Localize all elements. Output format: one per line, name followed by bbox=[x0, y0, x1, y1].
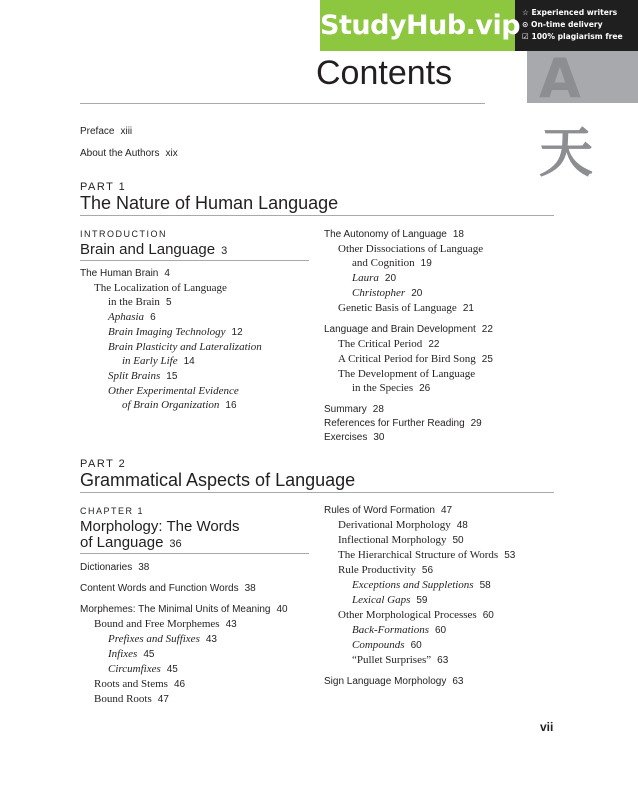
toc-entry[interactable] bbox=[80, 325, 315, 340]
toc-entry[interactable] bbox=[324, 675, 554, 689]
toc-entry[interactable] bbox=[324, 301, 554, 316]
toc-entry-page: 28 bbox=[372, 404, 384, 415]
toc-entry[interactable] bbox=[324, 323, 554, 337]
toc-entry-label: Back-Formations bbox=[352, 624, 429, 636]
part-2-chapter-label: CHAPTER 1 bbox=[80, 506, 145, 516]
banner-feature: ⊙ On-time delivery bbox=[522, 20, 603, 29]
toc-entry[interactable] bbox=[324, 367, 554, 381]
toc-entry[interactable] bbox=[324, 653, 554, 668]
toc-list-part-1-left bbox=[80, 267, 315, 413]
toc-entry-page: 47 bbox=[157, 694, 169, 705]
toc-entry-page: 26 bbox=[419, 383, 431, 394]
toc-entry-page: 19 bbox=[420, 258, 432, 269]
toc-entry[interactable] bbox=[80, 603, 320, 617]
toc-entry[interactable] bbox=[80, 662, 320, 677]
toc-entry-page: 45 bbox=[166, 664, 178, 675]
toc-list-part-1-right bbox=[324, 228, 554, 445]
toc-entry-label: Inflectional Morphology bbox=[338, 534, 447, 546]
toc-entry[interactable] bbox=[324, 431, 554, 445]
toc-entry-label: Summary bbox=[324, 404, 367, 415]
toc-entry-label: The Hierarchical Structure of Words bbox=[338, 549, 499, 561]
page-title: Contents bbox=[316, 54, 453, 92]
toc-entry[interactable] bbox=[324, 381, 554, 396]
part-2-label: PART 2 bbox=[80, 458, 127, 470]
toc-entry-label: Bound Roots bbox=[94, 693, 152, 705]
toc-spacer bbox=[324, 396, 554, 403]
toc-entry[interactable] bbox=[80, 582, 320, 596]
toc-entry-about-authors[interactable]: About the Authors xix bbox=[80, 148, 178, 159]
part-1-chapter-divider bbox=[80, 260, 309, 261]
toc-entry-page: 60 bbox=[482, 610, 494, 621]
toc-entry[interactable] bbox=[80, 384, 315, 398]
toc-entry[interactable] bbox=[324, 623, 554, 638]
toc-entry-label: Circumfixes bbox=[108, 663, 161, 675]
studyhub-logo[interactable]: StudyHub.vip bbox=[320, 0, 515, 51]
check-icon: ☑ bbox=[522, 32, 529, 41]
toc-entry-label: Aphasia bbox=[108, 311, 145, 323]
toc-entry-page: 20 bbox=[411, 288, 423, 299]
toc-entry[interactable] bbox=[324, 403, 554, 417]
toc-entry-page: 56 bbox=[421, 565, 434, 576]
toc-entry-label: Language and Brain Development bbox=[324, 324, 476, 335]
toc-entry-page: 59 bbox=[416, 595, 428, 606]
toc-entry-page: 38 bbox=[138, 562, 150, 573]
toc-entry-label: Laura bbox=[352, 272, 379, 284]
title-divider bbox=[80, 103, 485, 104]
toc-entry-label: Exercises bbox=[324, 432, 368, 443]
toc-entry[interactable] bbox=[80, 310, 315, 325]
toc-entry-label: Roots and Stems bbox=[94, 678, 168, 690]
toc-entry[interactable] bbox=[80, 692, 320, 707]
toc-entry-label: Lexical Gaps bbox=[352, 594, 411, 606]
toc-spacer bbox=[324, 316, 554, 323]
toc-entry[interactable] bbox=[324, 256, 554, 271]
toc-entry[interactable] bbox=[80, 354, 315, 369]
toc-entry[interactable] bbox=[324, 563, 554, 578]
toc-entry[interactable] bbox=[80, 647, 320, 662]
toc-entry[interactable] bbox=[324, 504, 554, 518]
toc-entry-preface[interactable]: Preface xiii bbox=[80, 126, 133, 137]
toc-entry-label: Content Words and Function Words bbox=[80, 583, 239, 594]
part-2-chapter-title[interactable]: Morphology: The Words of Language 36 bbox=[80, 518, 240, 551]
toc-entry[interactable] bbox=[324, 518, 554, 533]
part-2-divider bbox=[80, 492, 554, 493]
toc-list-part-2-left bbox=[80, 561, 320, 707]
star-icon: ☆ bbox=[522, 8, 529, 17]
toc-entry-page: 50 bbox=[452, 535, 464, 546]
toc-entry[interactable] bbox=[80, 281, 315, 295]
toc-entry-page: 43 bbox=[225, 619, 237, 630]
banner-feature-list bbox=[522, 7, 638, 43]
toc-entry-label: Prefixes and Suffixes bbox=[108, 633, 200, 645]
toc-entry-page: 20 bbox=[384, 273, 397, 284]
toc-entry-page: 43 bbox=[205, 634, 217, 645]
toc-entry-page: 25 bbox=[481, 354, 493, 365]
toc-entry-label: Exceptions and Suppletions bbox=[352, 579, 474, 591]
toc-entry-page: 18 bbox=[452, 229, 464, 240]
toc-entry[interactable] bbox=[80, 369, 315, 384]
toc-entry-label: Other Dissociations of Language bbox=[338, 243, 484, 255]
toc-entry-label: Morphemes: The Minimal Units of Meaning bbox=[80, 604, 271, 615]
toc-entry-label: in Early Life bbox=[122, 355, 178, 367]
toc-entry[interactable] bbox=[324, 271, 554, 286]
part-2-title: Grammatical Aspects of Language bbox=[80, 470, 356, 490]
toc-entry[interactable] bbox=[324, 578, 554, 593]
part-1-divider bbox=[80, 215, 554, 216]
toc-entry[interactable] bbox=[324, 337, 554, 352]
toc-entry[interactable] bbox=[324, 228, 554, 242]
clock-icon: ⊙ bbox=[522, 20, 529, 29]
toc-entry-label: Rule Productivity bbox=[338, 564, 416, 576]
toc-entry-page: 60 bbox=[434, 625, 447, 636]
toc-entry-label: The Localization of Language bbox=[94, 282, 227, 294]
decorative-glyph-block: A 天 bbox=[527, 51, 638, 103]
toc-entry-label: Other Experimental Evidence bbox=[108, 385, 239, 397]
toc-entry-page: 21 bbox=[462, 303, 474, 314]
toc-entry-label: Infixes bbox=[108, 648, 138, 660]
toc-list-part-2-right bbox=[324, 504, 554, 689]
toc-entry-page: 16 bbox=[225, 400, 237, 411]
toc-entry-label: Compounds bbox=[352, 639, 405, 651]
toc-entry-page: 45 bbox=[143, 649, 155, 660]
toc-entry-page: 5 bbox=[165, 297, 172, 308]
toc-entry-page: 63 bbox=[452, 676, 464, 687]
toc-entry-label: Derivational Morphology bbox=[338, 519, 451, 531]
toc-entry-page: 6 bbox=[150, 312, 156, 323]
part-1-title: The Nature of Human Language bbox=[80, 193, 339, 213]
toc-entry[interactable] bbox=[324, 533, 554, 548]
toc-entry-page: 48 bbox=[456, 520, 468, 531]
toc-entry[interactable] bbox=[324, 242, 554, 256]
toc-entry-page: 38 bbox=[244, 583, 256, 594]
part-1-label: PART 1 bbox=[80, 181, 127, 193]
toc-entry-label: Bound and Free Morphemes bbox=[94, 618, 220, 630]
toc-entry-page: 22 bbox=[428, 339, 440, 350]
toc-entry[interactable] bbox=[80, 617, 320, 632]
toc-entry[interactable] bbox=[324, 608, 554, 623]
toc-entry-page: 22 bbox=[481, 324, 493, 335]
part-1-chapter-label: INTRODUCTION bbox=[80, 229, 167, 239]
toc-entry-label: The Autonomy of Language bbox=[324, 229, 447, 240]
toc-spacer bbox=[80, 596, 320, 603]
toc-entry[interactable] bbox=[80, 677, 320, 692]
toc-entry-label: in the Brain bbox=[108, 296, 160, 308]
toc-entry[interactable] bbox=[80, 267, 315, 281]
toc-entry-label: Brain Plasticity and Lateralization bbox=[108, 341, 262, 353]
toc-entry-page: 53 bbox=[504, 550, 516, 561]
toc-entry[interactable] bbox=[80, 340, 315, 354]
toc-entry-label: The Human Brain bbox=[80, 268, 159, 279]
toc-entry-page: 4 bbox=[164, 268, 170, 279]
toc-entry-label: The Development of Language bbox=[338, 368, 476, 380]
toc-entry-label: A Critical Period for Bird Song bbox=[338, 353, 476, 365]
toc-entry-label: Genetic Basis of Language bbox=[338, 302, 457, 314]
toc-entry-page: 40 bbox=[276, 604, 288, 615]
toc-entry-label: Sign Language Morphology bbox=[324, 676, 447, 687]
toc-entry-label: Christopher bbox=[352, 287, 406, 299]
part-1-chapter-title[interactable]: Brain and Language 3 bbox=[80, 241, 228, 258]
toc-entry-label: Other Morphological Processes bbox=[338, 609, 477, 621]
toc-entry[interactable] bbox=[80, 632, 320, 647]
toc-entry[interactable] bbox=[324, 638, 554, 653]
toc-entry-page: 14 bbox=[183, 356, 195, 367]
toc-entry[interactable] bbox=[80, 561, 320, 575]
toc-entry[interactable] bbox=[324, 286, 554, 301]
banner-feature: ☆ Experienced writers bbox=[522, 8, 618, 17]
toc-entry-page: 46 bbox=[173, 679, 186, 690]
toc-entry-label: Dictionaries bbox=[80, 562, 133, 573]
toc-entry[interactable] bbox=[80, 295, 315, 310]
part-2-chapter-divider bbox=[80, 553, 309, 554]
toc-entry-label: The Critical Period bbox=[338, 338, 423, 350]
toc-entry[interactable] bbox=[324, 548, 554, 563]
toc-entry-page: 30 bbox=[373, 432, 385, 443]
toc-entry-label: Split Brains bbox=[108, 370, 161, 382]
toc-entry-label: Rules of Word Formation bbox=[324, 505, 435, 516]
toc-entry[interactable] bbox=[324, 352, 554, 367]
toc-entry-label: of Brain Organization bbox=[122, 399, 220, 411]
toc-spacer bbox=[324, 668, 554, 675]
toc-entry-page: 12 bbox=[231, 327, 243, 338]
toc-entry-label: and Cognition bbox=[352, 257, 415, 269]
toc-entry-label: “Pullet Surprises” bbox=[352, 654, 432, 666]
toc-entry-page: 60 bbox=[410, 640, 422, 651]
banner-feature: ☑ 100% plagiarism free bbox=[522, 32, 623, 41]
toc-entry[interactable] bbox=[324, 417, 554, 431]
toc-spacer bbox=[80, 575, 320, 582]
toc-entry-page: 63 bbox=[437, 655, 449, 666]
toc-entry[interactable] bbox=[324, 593, 554, 608]
toc-entry-label: References for Further Reading bbox=[324, 418, 465, 429]
page-number: vii bbox=[540, 720, 554, 734]
toc-entry-label: in the Species bbox=[352, 382, 414, 394]
toc-entry-page: 47 bbox=[440, 505, 453, 516]
toc-entry-label: Brain Imaging Technology bbox=[108, 326, 226, 338]
toc-entry-page: 29 bbox=[470, 418, 482, 429]
toc-entry-page: 15 bbox=[166, 371, 178, 382]
toc-entry[interactable] bbox=[80, 398, 315, 413]
toc-entry-page: 58 bbox=[479, 580, 491, 591]
